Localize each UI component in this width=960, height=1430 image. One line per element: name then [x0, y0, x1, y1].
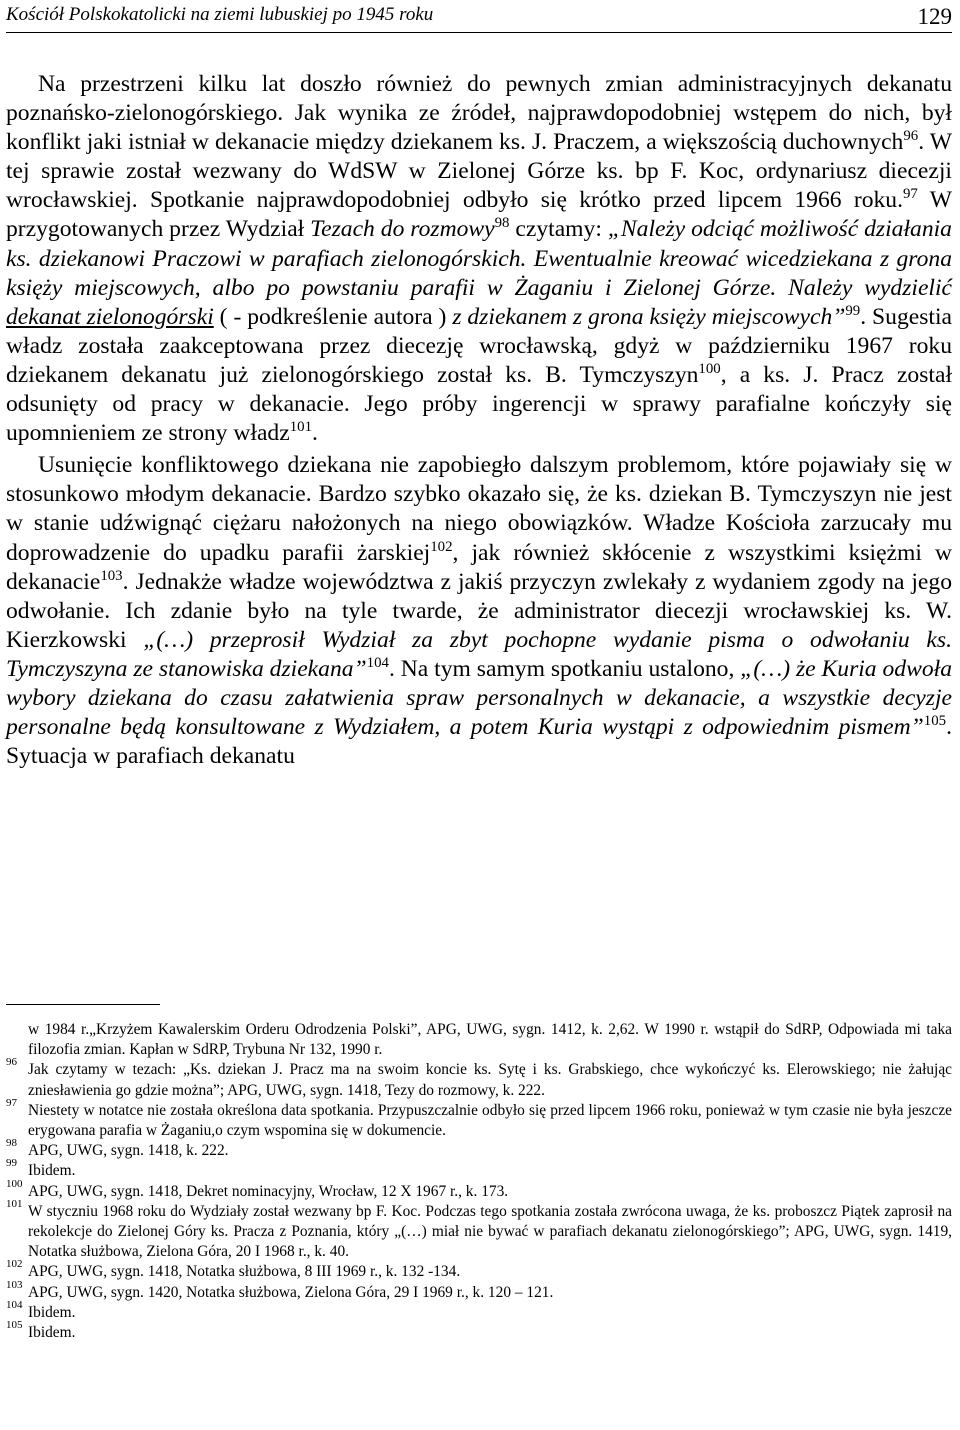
text-run: . Sugestia władz została zaakceptowana przez diecezję wrocławską, gdyż w październiku 1967 roku dziekanem dekanatu już zielonogórskiego został ks. B. Tymczyszyn — [6, 303, 953, 388]
footnote-number: 103 — [6, 1278, 23, 1291]
text-run: . Na tym samym spotkaniu ustalono, — [388, 655, 741, 682]
footnote-ref-99: 99 — [845, 302, 861, 319]
footnote-text: Jak czytamy w tezach: „Ks. dziekan J. Pracz ma na swoim koncie ks. Sytę i ks. Grabskiego, chce wykończyć ks. Elerowskiego; nie żałując zniesławienia go gdzie można”; APG, UWG, sygn. 1418, Tezy do rozmowy, k. 222. — [28, 1061, 952, 1099]
quote-run: „(…) przeprosił Wydział za zbyt pochopne wydanie pisma o odwołaniu ks. Tymczyszyna ze stanowiska dziekana” — [6, 626, 952, 682]
footnote-text: W styczniu 1968 roku do Wydziały został wezwany bp F. Koc. Podczas tego spotkania została zwrócona uwaga, że ks. proboszcz Piątek zaprosił na rekolekcje do Zielonej Góry ks. Pracza z Poznania, który „(…) miał nie bywać w parafiach dekanatu zielonogórskiego”; APG, UWG, sygn. 1419, Notatka służbowa, Zielona Góra, 20 I 1968 r., k. 40. — [28, 1202, 952, 1261]
quote-run: „Należy odciąć możliwość działania ks. dziekanowi Praczowi w parafiach zielonogórskich. Ewentualnie kreować wicedziekana z grona księży miejscowych, albo po powstaniu parafii w Żaganiu i Zielonej Górze. Należy wydzielić — [6, 216, 952, 301]
footnote-text: Ibidem. — [28, 1162, 76, 1180]
quote-run: „(…) że Kuria odwoła wybory dziekana do czasu załatwienia spraw personalnych w dekanacie, a wszystkie decyzje personalne będą konsultowane z Wydziałem, a potem Kuria wystąpi z odpowiednim pismem” — [6, 655, 952, 741]
footnote-99 — [6, 1157, 952, 1181]
quote-run: z dziekanem z grona księży miejscowych” — [452, 303, 846, 330]
text-run: Na przestrzeni kilku lat doszło również do pewnych zmian administracyjnych dekanatu poznańsko-zielonogórskiego. Jak wynika ze źródeł, najprawdopodobniej wstępem do nich, był konflikt jaki istniał w dekanacie między dziekanem ks. J. Praczem, a większością duchownych — [6, 71, 952, 156]
text-run: czytamy: — [509, 216, 608, 243]
footnote-102 — [6, 1258, 952, 1282]
footnote-103 — [6, 1278, 952, 1303]
footnotes — [6, 1020, 952, 1343]
footnote-ref-103: 103 — [100, 567, 123, 584]
footnote-continuation: w 1984 r.„Krzyżem Kawalerskim Orderu Odrodzenia Polski”, APG, UWG, sygn. 1412, k. 2,62. W 1990 r. wstąpił do SdRP, Odpowiada mi taka filozofia zmian. Kapłan w SdRP, Trybuna Nr 132, 1990 r. — [28, 1021, 952, 1059]
footnote-ref-105: 105 — [923, 713, 947, 730]
footnote-text: APG, UWG, sygn. 1420, Notatka służbowa, Zielona Góra, 29 I 1969 r., k. 120 – 121. — [28, 1283, 554, 1301]
footnote-number: 100 — [6, 1177, 23, 1190]
footnote-ref-97: 97 — [902, 186, 918, 203]
footnote-text: APG, UWG, sygn. 1418, Dekret nominacyjny, Wrocław, 12 X 1967 r., k. 173. — [28, 1182, 509, 1200]
text-run: . Sytuacja w parafiach dekanatu — [6, 714, 952, 770]
footnote-number: 101 — [6, 1197, 23, 1210]
footnote-97 — [6, 1096, 952, 1141]
footnote-number: 96 — [6, 1056, 17, 1069]
footnote-98 — [6, 1137, 952, 1161]
footnote-104 — [6, 1298, 952, 1323]
text-run: . — [312, 420, 318, 447]
footnote-ref-104: 104 — [366, 655, 389, 672]
main-text — [6, 70, 952, 771]
italic-run: Tezach do rozmowy — [310, 216, 495, 243]
page-header — [6, 0, 952, 33]
text-run: , jak również skłócenie z wszystkimi księżmi w dekanacie — [6, 539, 952, 595]
footnote-105 — [6, 1319, 952, 1343]
text-run: . Jednakże władze województwa z jakiś przyczyn zwlekały z wydaniem zgody na jego odwołanie. Ich zdanie było na tyle twarde, że administrator diecezji wrocławskiej ks. W. Kierzkowski — [6, 568, 952, 653]
text-run: . W tej sprawie został wezwany do WdSW w Zielonej Górze ks. bp F. Koc, ordynariusz diecezji wrocławskiej. Spotkanie najprawdopodobniej odbyło się krótko przed lipcem 1966 roku. — [6, 129, 953, 214]
text-run: W przygotowanych przez Wydział — [6, 187, 952, 243]
footnote-text: Ibidem. — [28, 1303, 76, 1321]
page-number: 129 — [917, 4, 952, 29]
footnote-text: APG, UWG, sygn. 1418, k. 222. — [28, 1142, 229, 1160]
footnote-ref-96: 96 — [903, 128, 919, 145]
footnote-text: Niestety w notatce nie została określona data spotkania. Przypuszczalnie odbyło się przed lipcem 1966 roku, ponieważ w tym czasie nie była jeszcze erygowana parafia w Żaganiu,o czym wspomina się w dokumencie. — [28, 1101, 952, 1140]
footnote-96 — [6, 1056, 952, 1100]
footnote-number: 102 — [6, 1258, 23, 1271]
footnote-ref-100: 100 — [698, 361, 721, 378]
footnote-number: 105 — [6, 1319, 23, 1332]
footnote-text: Ibidem. — [28, 1324, 76, 1342]
footnote-ref-101: 101 — [289, 419, 312, 436]
footnote-ref-102: 102 — [430, 538, 453, 555]
footnote-text: APG, UWG, sygn. 1418, Notatka służbowa, 8 III 1969 r., k. 132 -134. — [28, 1263, 461, 1281]
underlined-run: dekanat zielonogórski — [6, 303, 214, 330]
running-title: Kościół Polskokatolicki na ziemi lubuskiej po 1945 roku — [6, 4, 434, 25]
footnote-number: 99 — [6, 1157, 17, 1170]
footnote-101 — [6, 1197, 952, 1263]
footnote-number: 104 — [6, 1298, 23, 1311]
text-run: , a ks. J. Pracz został odsunięty od pracy w dekanacie. Jego próby ingerencji w sprawy parafialne kończyły się upomnieniem ze strony władz — [6, 361, 952, 447]
footnote-separator — [6, 1004, 160, 1005]
footnote-number: 98 — [6, 1137, 17, 1150]
text-run: ( - podkreślenie autora ) — [213, 303, 453, 330]
footnote-number: 97 — [6, 1096, 17, 1109]
text-run: Usunięcie konfliktowego dziekana nie zapobiegło dalszym problemom, które pojawiały się w stosunkowo młodym dekanacie. Bardzo szybko okazało się, że ks. dziekan B. Tymczyszyn nie jest w stanie udźwignąć ciężaru nałożonych na niego obowiązków. Władze Kościoła zarzucały mu doprowadzenie do upadku parafii żarskiej — [6, 452, 952, 566]
paragraph-2 — [6, 451, 952, 771]
paragraph-1 — [6, 70, 952, 448]
footnote-ref-98: 98 — [494, 215, 510, 232]
footnote-100 — [6, 1177, 952, 1202]
